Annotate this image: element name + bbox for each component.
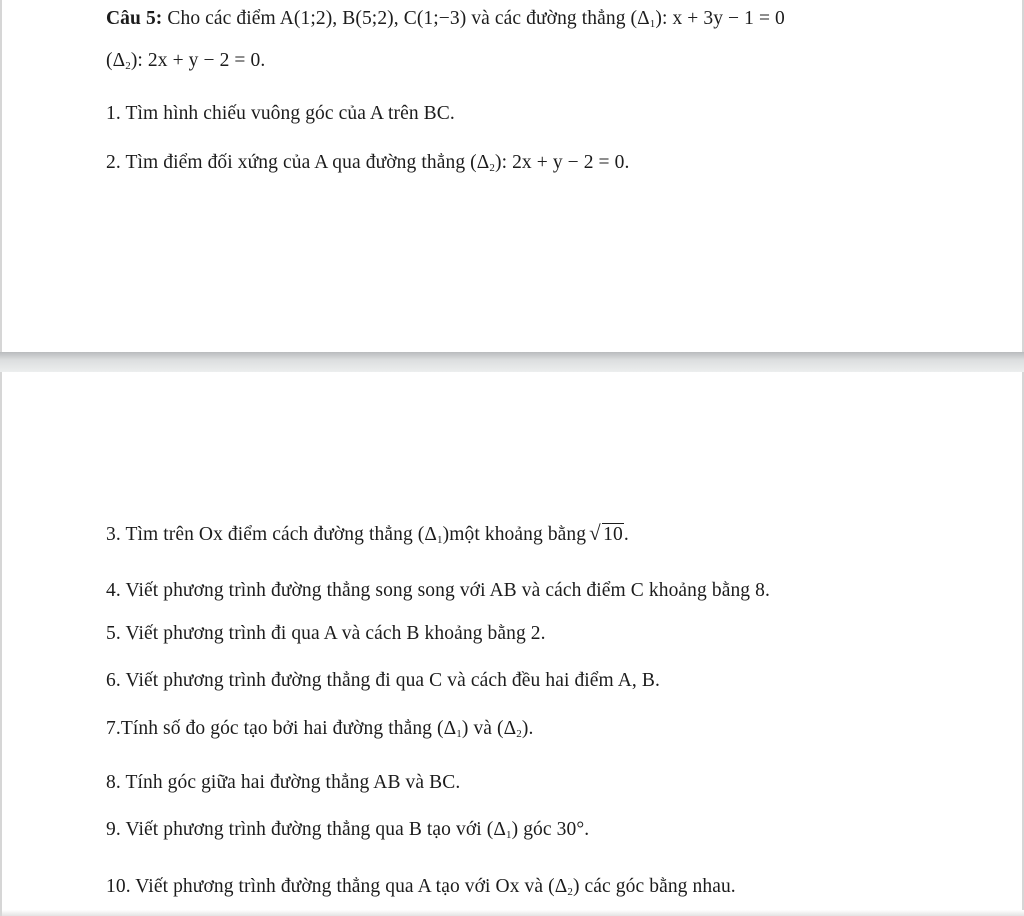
problem-header — [106, 8, 785, 30]
q7-delta1 — [437, 718, 468, 739]
q3-open: (Δ — [417, 524, 438, 545]
question-7 — [106, 718, 533, 740]
q10-open: (Δ — [548, 876, 568, 897]
q2-equation: ): 2x + y − 2 = 0. — [495, 152, 630, 173]
delta2-line — [106, 50, 265, 72]
question-10-text: 10. Viết phương trình đường thẳng qua A tạo với Ox và — [106, 876, 544, 897]
q2-open: (Δ — [470, 152, 490, 173]
delta1-definition — [631, 8, 785, 29]
question-2-text: 2. Tìm điểm đối xứng của A qua đường thẳng — [106, 152, 466, 173]
problem-and-lines: và các đường thẳng — [471, 8, 626, 29]
delta1-open: (Δ — [630, 8, 650, 29]
q7-sub1: 1 — [456, 728, 462, 740]
q9-sub: 1 — [506, 829, 512, 841]
question-2 — [106, 152, 629, 174]
q9-text2: góc — [523, 819, 552, 840]
q7-delta2 — [497, 718, 533, 739]
q3-end: . — [623, 524, 629, 545]
page-top — [0, 0, 1024, 352]
page-gap — [0, 352, 1024, 372]
q9-delta1 — [487, 819, 518, 840]
question-5: 5. Viết phương trình đi qua A và cách B khoảng bằng 2. — [106, 623, 546, 644]
q9-open: (Δ — [486, 819, 506, 840]
sqrt-radicand: 10 — [603, 524, 623, 545]
q9-end: . — [584, 819, 590, 840]
question-3-text2: một khoảng bằng — [449, 524, 587, 545]
sqrt-ten — [591, 524, 624, 546]
q7-close1: ) — [461, 718, 469, 739]
delta2-open: (Δ — [106, 50, 126, 71]
q7-sub2: 2 — [516, 728, 522, 740]
question-4: 4. Viết phương trình đường thẳng song song với AB và cách điểm C khoảng bằng 8. — [106, 580, 770, 601]
question-7-text: 7.Tính số đo góc tạo bởi hai đường thẳng — [106, 718, 433, 739]
q10-delta2 — [548, 876, 579, 897]
question-3-line — [418, 524, 449, 545]
question-3-text: 3. Tìm trên Ox điểm cách đường thẳng — [106, 524, 413, 545]
question-6: 6. Viết phương trình đường thẳng đi qua C và cách đều hai điểm A, B. — [106, 670, 660, 691]
q7-open2: (Δ — [497, 718, 517, 739]
q3-close: ) — [442, 524, 450, 545]
delta1-equation: ): x + 3y − 1 = 0 — [655, 8, 785, 29]
page-bottom-edge — [2, 910, 1024, 916]
q7-close2: ). — [521, 718, 534, 739]
problem-points: A(1;2), B(5;2), C(1;−3) — [279, 8, 467, 29]
problem-label: Câu 5: — [106, 8, 163, 29]
question-2-line — [470, 152, 629, 173]
q10-close: ) — [572, 876, 580, 897]
q9-close: ) — [511, 819, 519, 840]
question-9 — [106, 819, 589, 841]
q2-sub: 2 — [489, 162, 495, 174]
delta2-equation: ): 2x + y − 2 = 0. — [130, 50, 266, 71]
q7-open1: (Δ — [437, 718, 457, 739]
question-8: 8. Tính góc giữa hai đường thẳng AB và BC. — [106, 772, 461, 793]
delta2-definition — [106, 50, 265, 71]
q10-text2: các góc bằng nhau. — [584, 876, 736, 897]
q3-sub: 1 — [437, 534, 443, 546]
q10-sub: 2 — [567, 886, 573, 898]
q9-angle: 30° — [556, 819, 585, 840]
q7-and: và — [473, 718, 493, 739]
question-10 — [106, 876, 736, 898]
delta1-sub: 1 — [649, 18, 656, 30]
delta2-sub: 2 — [125, 60, 131, 72]
question-1: 1. Tìm hình chiếu vuông góc của A trên BC. — [106, 103, 455, 124]
question-3 — [106, 524, 629, 546]
problem-intro: Cho các điểm — [167, 8, 276, 29]
question-9-text: 9. Viết phương trình đường thẳng qua B tạo với — [106, 819, 482, 840]
page-bottom — [0, 372, 1024, 916]
